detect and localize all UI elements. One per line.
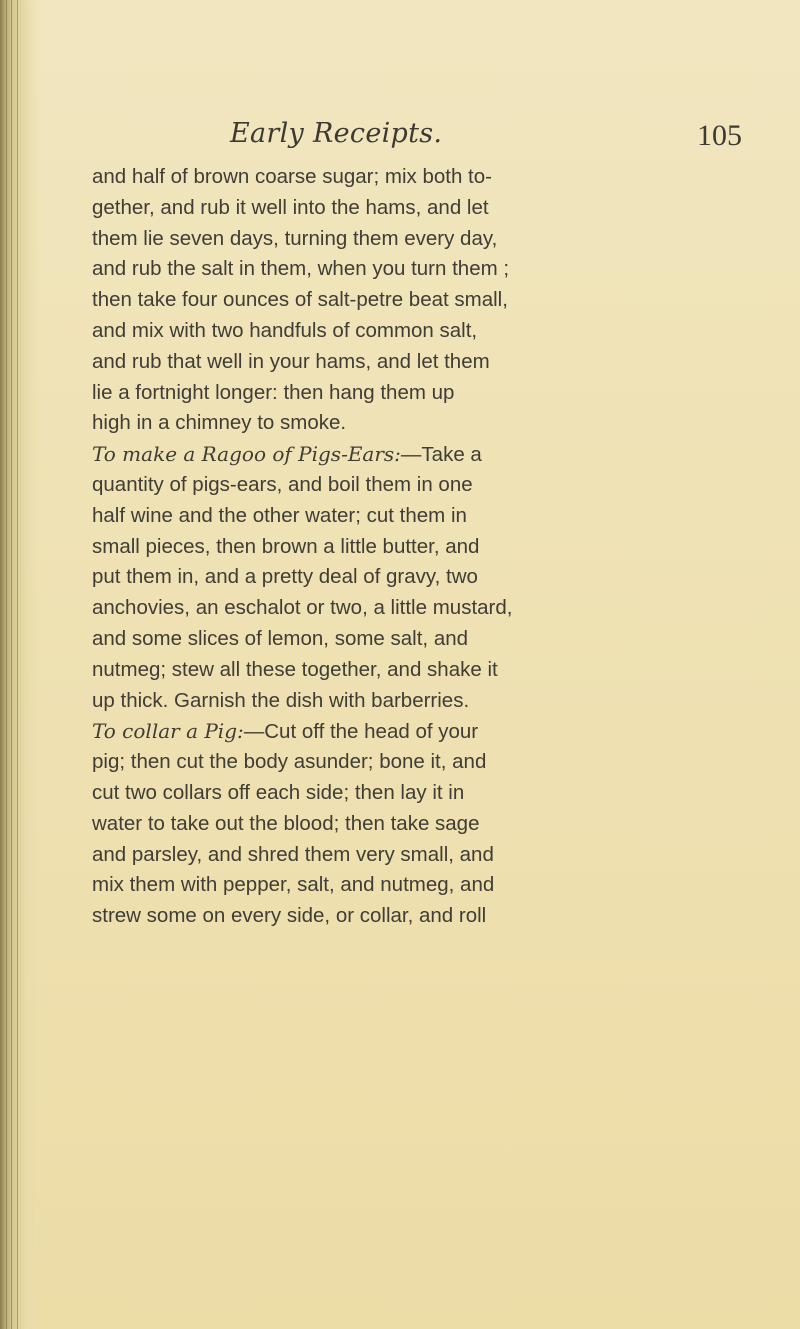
recipe-heading: To make a Ragoo of Pigs-Ears: (92, 442, 401, 467)
running-head: Early Receipts. (230, 118, 443, 149)
text-line (92, 562, 732, 593)
text-line (92, 624, 732, 655)
line-text: anchovies, an eschalot or two, a little mustard, (92, 596, 513, 620)
line-text: mix them with pepper, salt, and nutmeg, and (92, 873, 495, 897)
line-text: up thick. Garnish the dish with barberries. (92, 688, 470, 712)
text-line (92, 378, 732, 409)
line-text: —Take a (400, 443, 482, 467)
line-text: and rub that well in your hams, and let them (92, 349, 490, 373)
text-line (92, 470, 732, 501)
gutter-edge-line (11, 0, 12, 1329)
page-header (0, 118, 800, 158)
text-line (92, 747, 732, 778)
line-text: gether, and rub it well into the hams, and let (92, 195, 489, 219)
text-line (92, 439, 732, 470)
text-line (92, 501, 732, 532)
recipe-heading: To collar a Pig: (92, 719, 244, 744)
line-text: them lie seven days, turning them every day, (92, 226, 498, 250)
text-line (92, 901, 732, 932)
text-line (92, 224, 732, 255)
text-line (92, 162, 732, 193)
line-text: lie a fortnight longer: then hang them up (92, 380, 455, 404)
text-line (92, 870, 732, 901)
body-text (92, 162, 732, 932)
line-text: pig; then cut the body asunder; bone it, and (92, 750, 487, 774)
line-text: and rub the salt in them, when you turn them ; (92, 257, 510, 281)
text-line (92, 655, 732, 686)
line-text: —Cut off the head of your (243, 720, 479, 744)
line-text: high in a chimney to smoke. (92, 411, 347, 435)
text-line (92, 254, 732, 285)
line-text: water to take out the blood; then take sage (92, 811, 480, 835)
text-line (92, 686, 732, 717)
page-gutter-shadow (0, 0, 40, 1329)
line-text: half wine and the other water; cut them in (92, 503, 467, 527)
text-line (92, 347, 732, 378)
text-line (92, 593, 732, 624)
line-text: cut two collars off each side; then lay it in (92, 780, 465, 804)
line-text: put them in, and a pretty deal of gravy, two (92, 565, 478, 589)
text-line (92, 716, 732, 747)
line-text: small pieces, then brown a little butter, and (92, 534, 480, 558)
text-line (92, 193, 732, 224)
gutter-edge-line (6, 0, 7, 1329)
line-text: nutmeg; stew all these together, and shake it (92, 657, 498, 681)
text-line (92, 840, 732, 871)
text-line (92, 778, 732, 809)
page-number: 105 (697, 119, 742, 152)
text-line (92, 285, 732, 316)
text-line (92, 532, 732, 563)
line-text: then take four ounces of salt-petre beat small, (92, 288, 508, 312)
line-text: quantity of pigs-ears, and boil them in one (92, 472, 473, 496)
line-text: and mix with two handfuls of common salt, (92, 318, 478, 342)
line-text: and half of brown coarse sugar; mix both to- (92, 165, 492, 188)
line-text: and parsley, and shred them very small, and (92, 842, 494, 866)
gutter-edge-line (17, 0, 18, 1329)
text-line (92, 809, 732, 840)
line-text: and some slices of lemon, some salt, and (92, 626, 469, 650)
line-text: strew some on every side, or collar, and roll (92, 904, 487, 928)
text-line (92, 408, 732, 439)
text-line (92, 316, 732, 347)
